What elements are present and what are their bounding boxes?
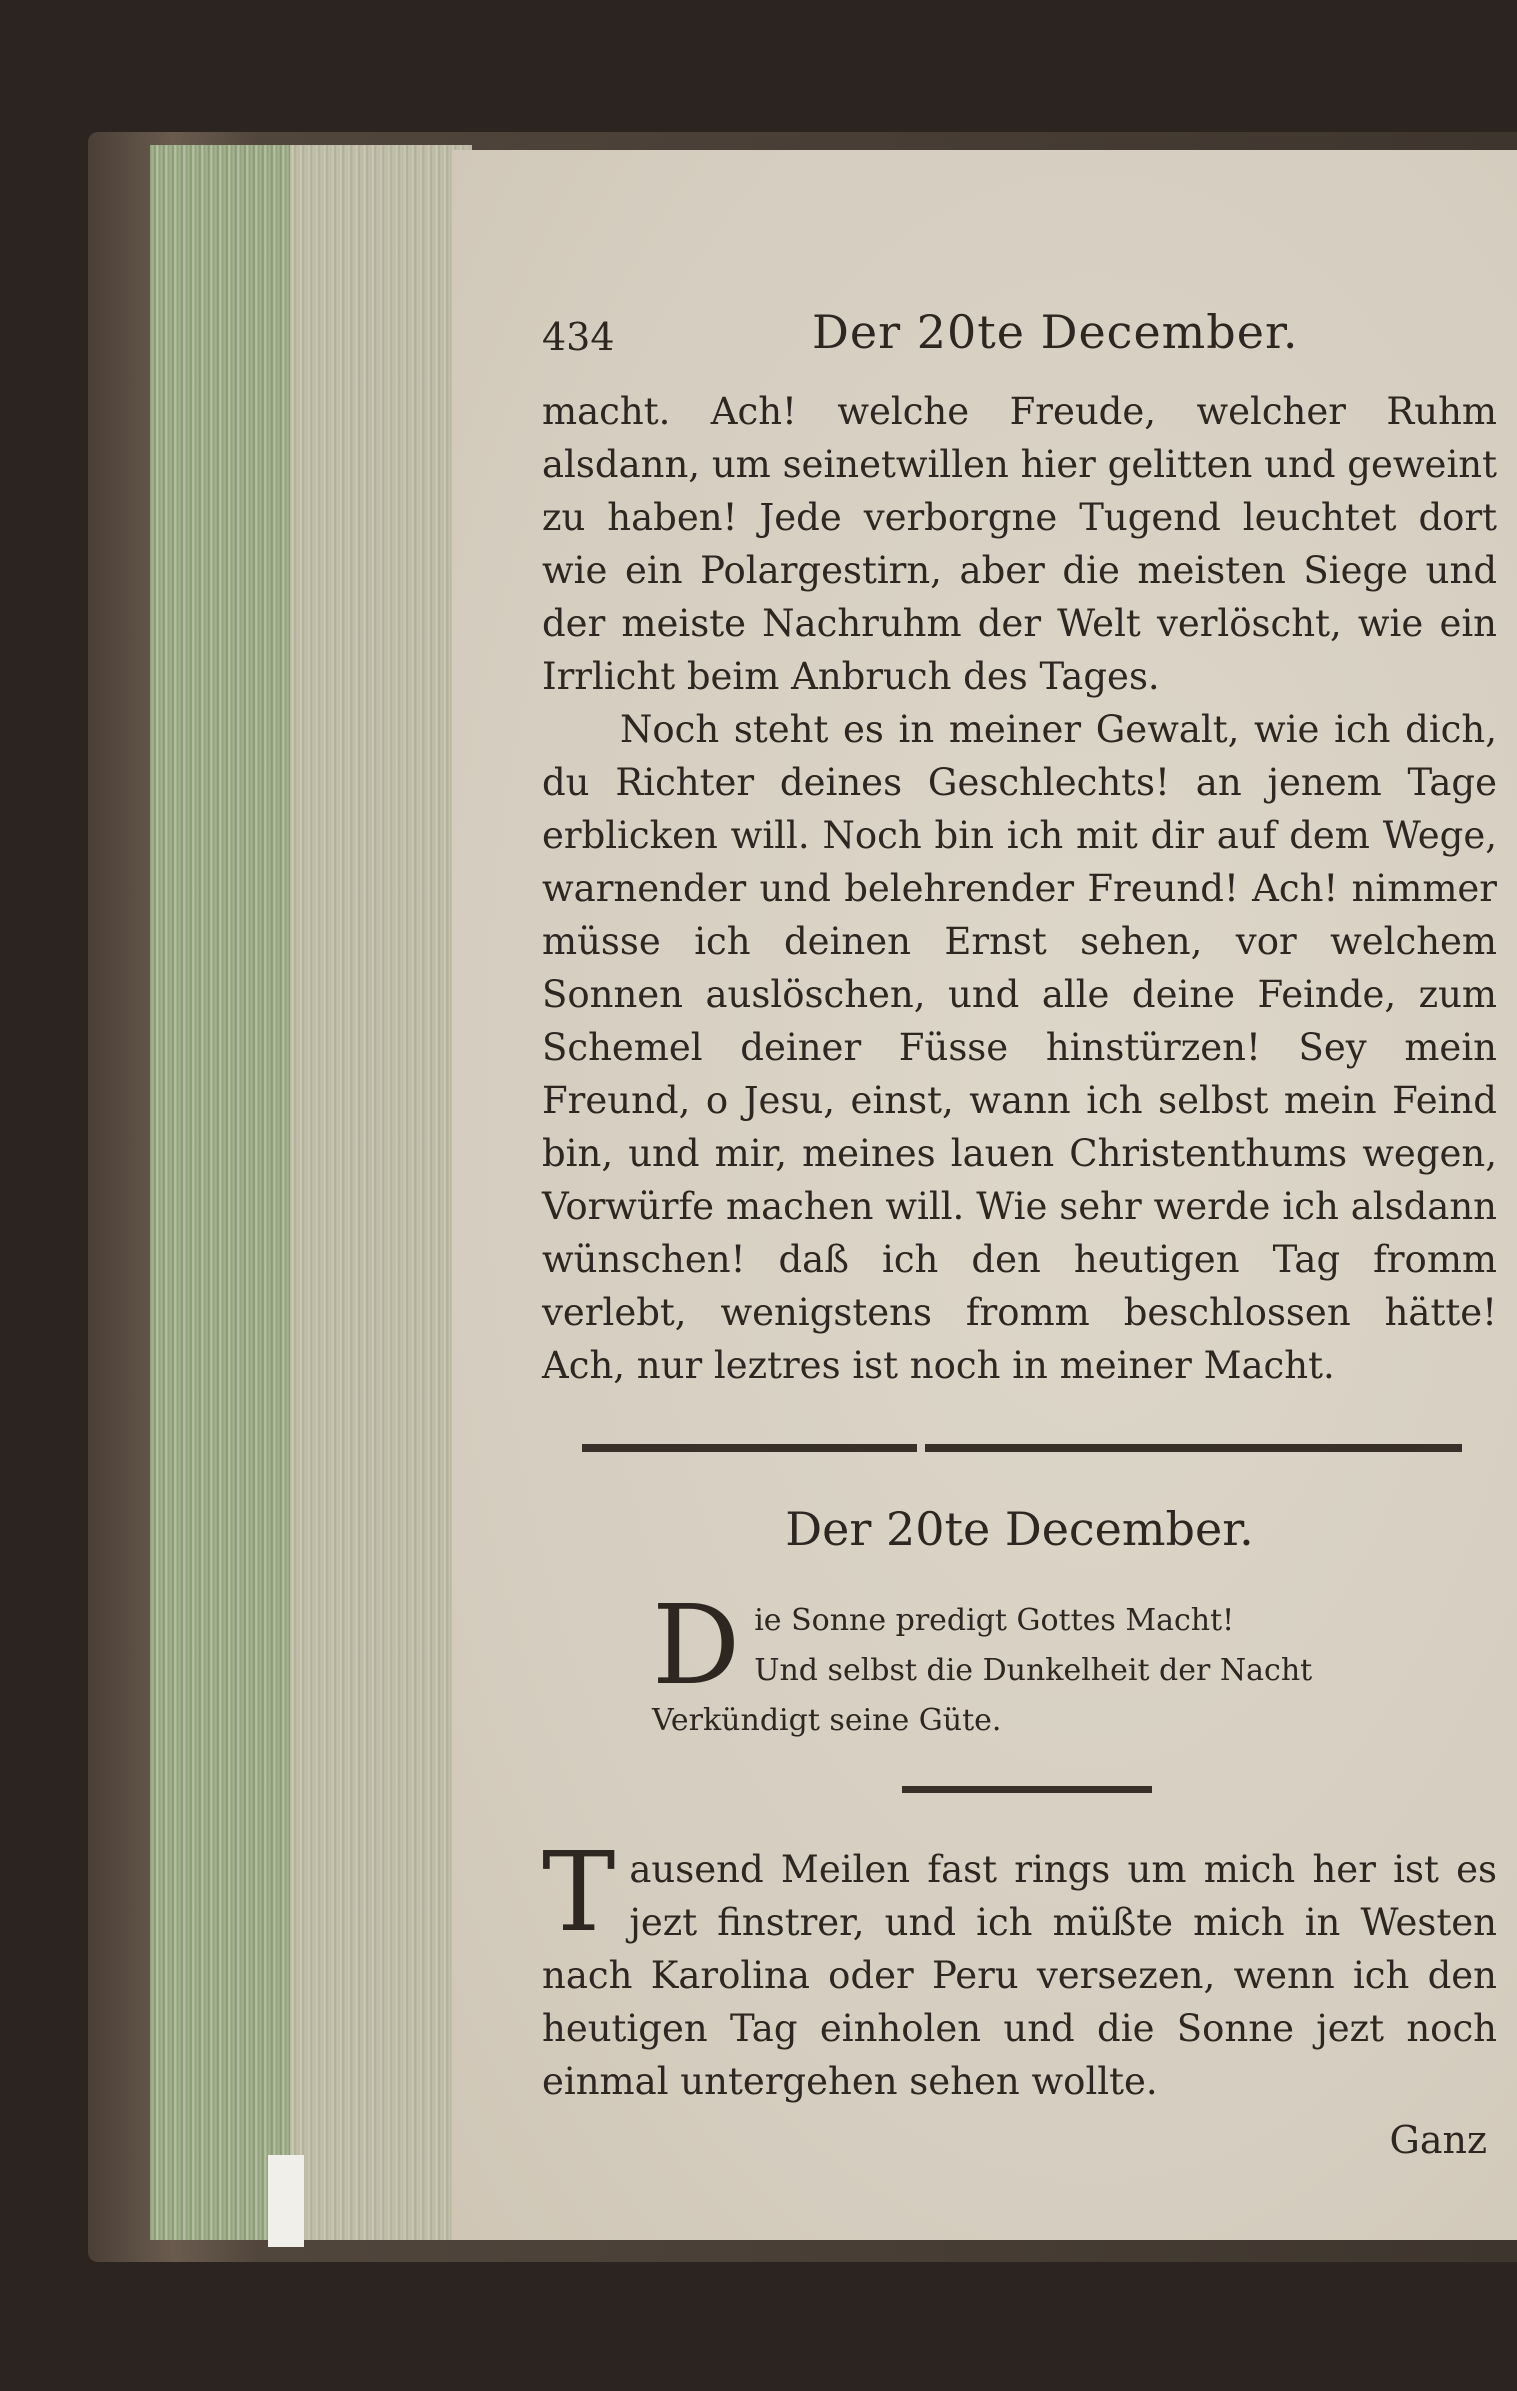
closing-text: ausend Meilen fast rings um mich her ist es jezt finstrer, und ich müßte mich in Westen nach Karolina oder Peru versezen, wenn ich den heutigen Tag einholen und die Sonne jezt noch einmal untergehen sehen wollte. bbox=[542, 1848, 1497, 2103]
verse-line-3: Verkündigt seine Güte. bbox=[652, 1703, 1002, 1738]
page-edges-light bbox=[290, 145, 468, 2240]
paragraph-1: macht. Ach! welche Freude, welcher Ruhm alsdann, um seinetwillen hier gelitten und geweint zu haben! Jede verborgne Tugend leuchtet dort wie ein Polargestirn, aber die meisten Siege und der meiste Nachruhm der Welt verlöscht, wie ein Irrlicht beim Anbruch des Tages. bbox=[542, 390, 1497, 698]
page-content bbox=[542, 305, 1497, 2178]
paragraph-2: Noch steht es in meiner Gewalt, wie ich dich, du Richter deines Geschlechts! an jenem Tage erblicken will. Noch bin ich mit dir auf dem Wege, warnender und belehrender Freund! Ach! nimmer müsse ich deinen Ernst sehen, vor welchem Sonnen auslöschen, und alle deine Feinde, zum Schemel deiner Füsse hinstürzen! Sey mein Freund, o Jesu, einst, wann ich selbst mein Feind bin, und mir, meines lauen Christenthums wegen, Vorwürfe machen will. Wie sehr werde ich alsdann wünschen! daß ich den heutigen Tag fromm verlebt, wenigstens fromm beschlossen hätte! Ach, nur leztres ist noch in meiner Macht. bbox=[542, 708, 1497, 1387]
page-header bbox=[542, 305, 1497, 385]
section-title: Der 20te December. bbox=[785, 1502, 1254, 1556]
verse-line-2: Und selbst die Dunkelheit der Nacht bbox=[754, 1653, 1313, 1688]
verse-block bbox=[652, 1581, 1497, 1746]
bookmark-slip bbox=[268, 2155, 304, 2247]
section-divider bbox=[582, 1444, 1462, 1452]
verse-line-1: ie Sonne predigt Gottes Macht! bbox=[754, 1603, 1235, 1638]
running-head: Der 20te December. bbox=[812, 305, 1299, 359]
page-number: 434 bbox=[542, 315, 615, 359]
prose-block bbox=[542, 385, 1497, 1392]
divider-segment bbox=[582, 1444, 917, 1452]
verse-dropcap: D bbox=[652, 1581, 741, 1709]
short-divider bbox=[902, 1786, 1152, 1793]
divider-segment bbox=[925, 1444, 1462, 1452]
catchword-row bbox=[542, 2118, 1497, 2178]
closing-block bbox=[542, 1828, 1497, 2108]
book-page bbox=[452, 150, 1517, 2240]
closing-dropcap: T bbox=[542, 1828, 616, 1956]
catchword: Ganz bbox=[1389, 2118, 1487, 2162]
closing-paragraph bbox=[542, 1828, 1497, 2108]
